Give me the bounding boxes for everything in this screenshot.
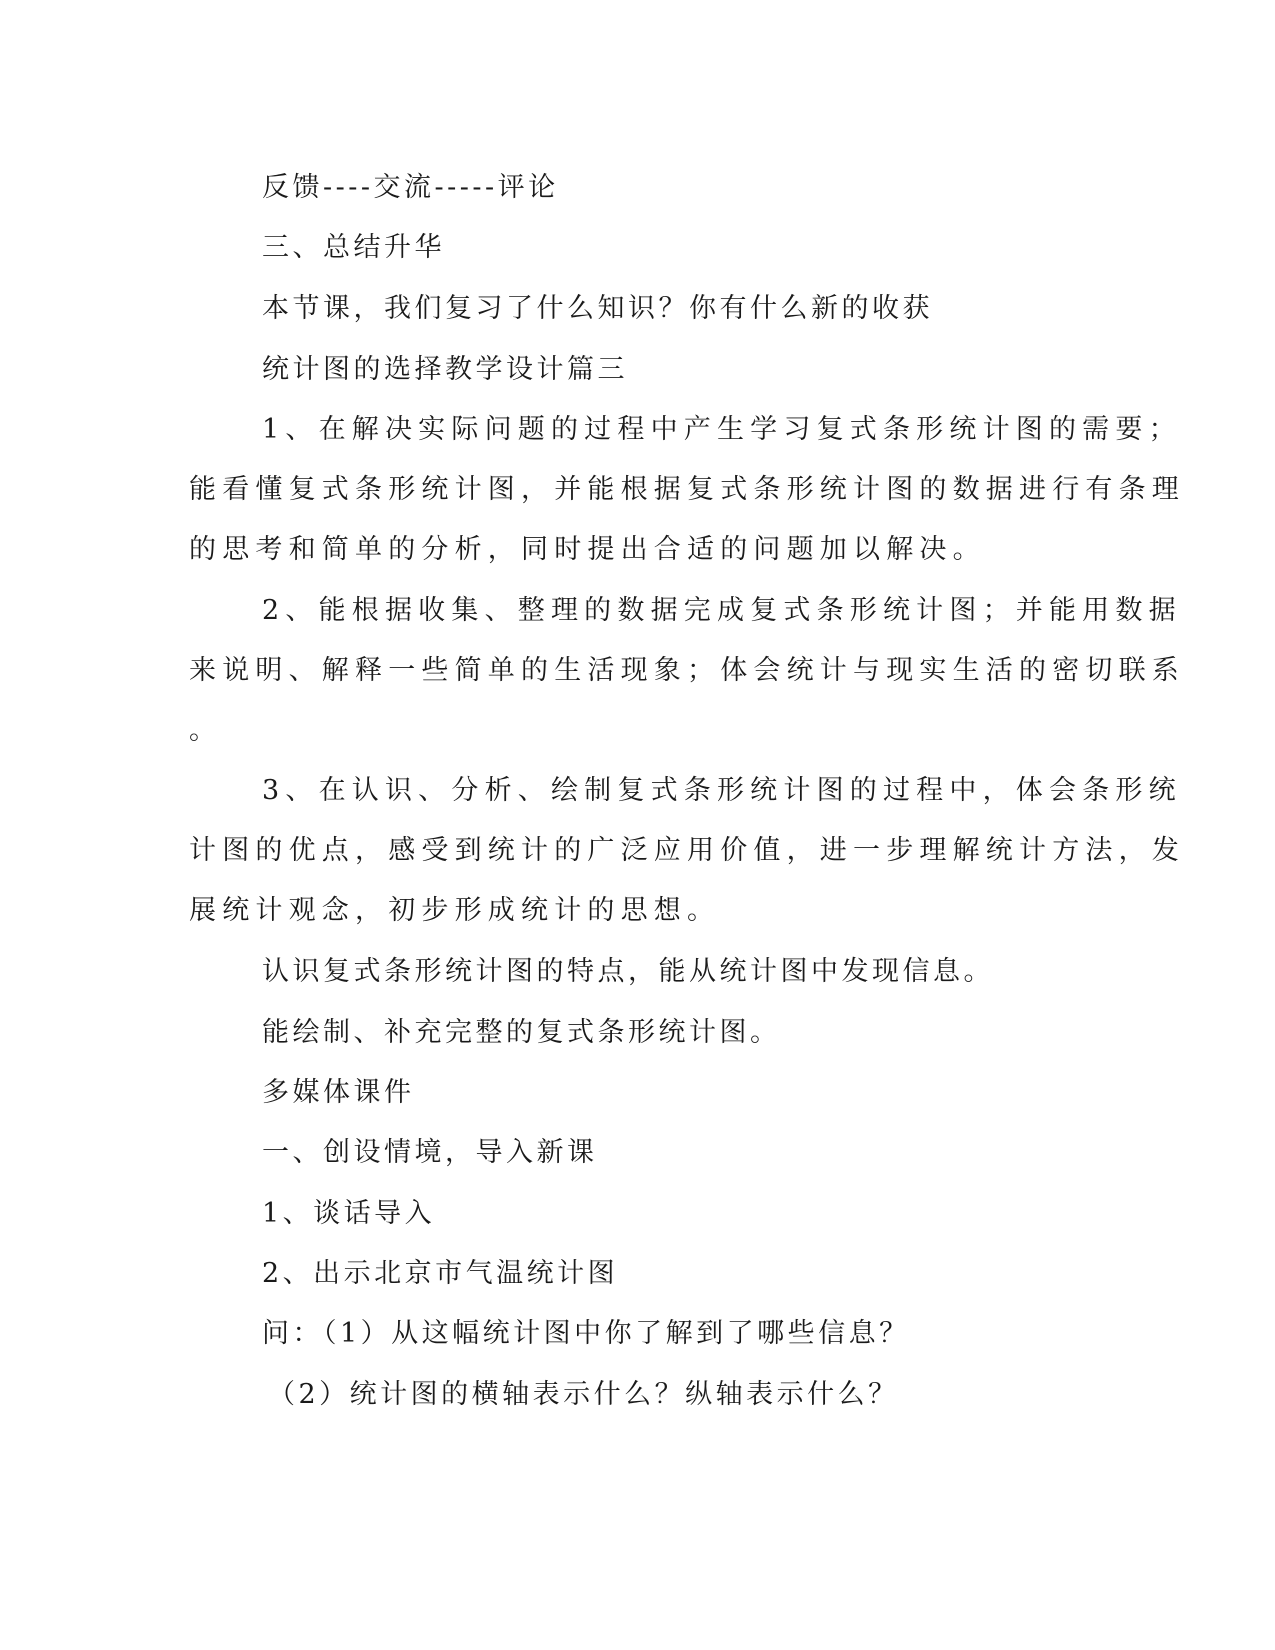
- question-2: （2）统计图的横轴表示什么？纵轴表示什么？: [268, 1379, 899, 1410]
- question-1: 问：（1）从这幅统计图中你了解到了哪些信息？: [262, 1318, 910, 1349]
- step-1-heading: 一、创设情境，导入新课: [262, 1137, 598, 1168]
- objective-2-line-3: 。: [189, 715, 223, 746]
- objective-1-line-1: 1、在解决实际问题的过程中产生学习复式条形统计图的需要；: [262, 414, 1182, 445]
- objective-3-line-3: 展统计观念，初步形成统计的思想。: [189, 895, 721, 926]
- section-title: 统计图的选择教学设计篇三: [262, 354, 628, 385]
- step-1-item-2: 2、出示北京市气温统计图: [262, 1258, 619, 1289]
- objective-3-line-1: 3、在认识、分析、绘制复式条形统计图的过程中，体会条形统: [262, 775, 1182, 806]
- text-line-feedback: 反馈----交流-----评论: [262, 172, 559, 203]
- step-1-item-1: 1、谈话导入: [262, 1198, 436, 1229]
- text-line-review-question: 本节课，我们复习了什么知识？你有什么新的收获: [262, 293, 933, 324]
- objective-2-line-1: 2、能根据收集、整理的数据完成复式条形统计图；并能用数据: [262, 595, 1182, 626]
- objective-2-line-2: 来说明、解释一些简单的生活现象；体会统计与现实生活的密切联系: [189, 655, 1185, 686]
- difficult-point: 能绘制、补充完整的复式条形统计图。: [262, 1017, 781, 1048]
- teaching-aids: 多媒体课件: [262, 1077, 415, 1108]
- key-point: 认识复式条形统计图的特点，能从统计图中发现信息。: [262, 956, 994, 987]
- heading-summary: 三、总结升华: [262, 232, 445, 263]
- objective-3-line-2: 计图的优点，感受到统计的广泛应用价值，进一步理解统计方法，发: [189, 835, 1185, 866]
- objective-1-line-2: 能看懂复式条形统计图，并能根据复式条形统计图的数据进行有条理: [189, 474, 1185, 505]
- objective-1-line-3: 的思考和简单的分析，同时提出合适的问题加以解决。: [189, 534, 986, 565]
